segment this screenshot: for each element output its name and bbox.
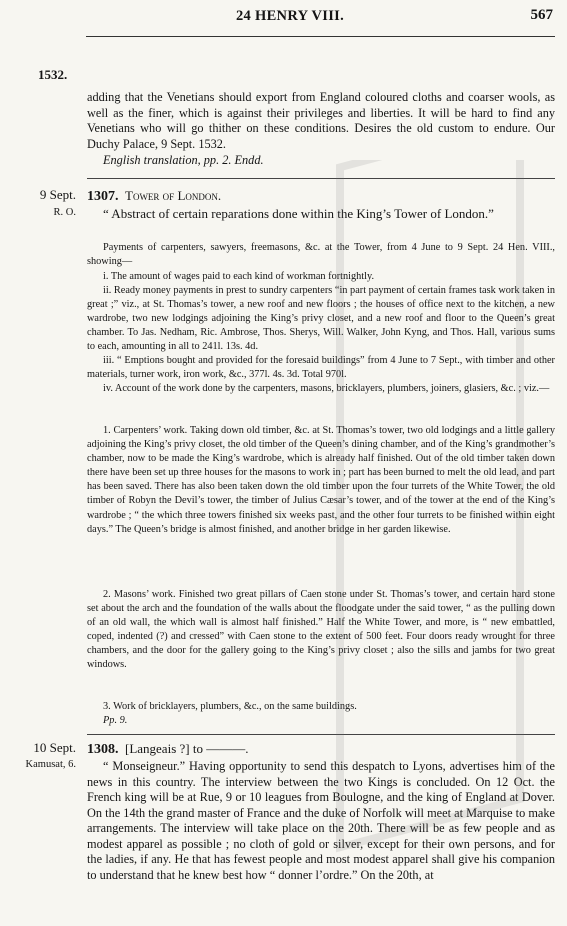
entry-1307-title: “ Abstract of certain reparations done within the King’s Tower of London.” [103, 206, 494, 221]
margin-source-1308: Kamusat, 6. [25, 759, 76, 770]
margin-date-1308: 10 Sept. [33, 740, 76, 755]
margin-year: 1532. [38, 67, 68, 82]
entry-1308-text: “ Monseigneur.” Having opportunity to send this despatch to Lyons, advertises him of the news in this country. The interview between the two Kings is concluded. On 12 Oct. the French king will be at Rue, 9 or 10 leagues from Boulogne, and the king of England at Dover. On the 14th the grand master of France and the duke of Norfolk will meet at Marquise to make arrangements. The interview will take place on the 20th. There will be as few people and as modest apparel as possible ; no cloth of gold or silver, except for their own persons, and for the ladies, if any. He that has fewest people and most modest apparel shall give his companion to understand that he knew best how “ donner l’ordre.” On the 20th, at [87, 759, 555, 882]
entry-1307-intro: Payments of carpenters, sawyers, freemasons, &c. at the Tower, from 4 June to 9 Sept. 24 Hen. VIII., showing— [87, 242, 555, 268]
entry-separator [87, 734, 555, 735]
margin-date-1307: 9 Sept. [39, 187, 76, 202]
continuation-note: English translation, pp. 2. Endd. [103, 153, 264, 167]
entry-1307-other-work: 3. Work of bricklayers, plumbers, &c., on the same buildings. [103, 701, 357, 712]
entry-1308-number: 1308. [87, 742, 119, 757]
entry-1307-item-iv: iv. Account of the work done by the carpenters, masons, bricklayers, plumbers, joiners, glasiers, &c. ; viz.— [103, 383, 550, 394]
entry-1307-carpenters-work: 1. Carpenters’ work. Taking down old timber, &c. at St. Thomas’s tower, two old lodgings and a little gallery adjoining the King’s privy closet, the old timber of the Queen’s dining chamber, and of the King’s grandmother’s chamber, now to be made the King’s wardrobe, which is already half finished. Out of the old timber taken down there have been set up three houses for the masons to work in ; part has been burned to melt the old lead, and part has been saved. There has also been taken down the old timber upon the four turrets of the White Tower, the old timber of Robyn the Devil’s tower, the timber of Julius Cæsar’s tower, and of the tower at the end of the King’s wardrobe ; “ the which three towers finished six weeks past, and the other four turrets to be finished within eight days.” The Queen’s bridge is almost finished, and another bridge in her garden likewise. [87, 425, 555, 535]
page-number: 567 [530, 7, 553, 23]
header-rule [86, 36, 555, 37]
entry-1307-note: Pp. 9. [103, 715, 128, 726]
entry-1308-addressee: [Langeais ?] to ———. [125, 741, 249, 756]
entry-separator [87, 178, 555, 179]
continuation-paragraph [87, 90, 555, 152]
entry-1307-item-ii: ii. Ready money payments in prest to sundry carpenters “in part payment of certain frames task work taken in great ;” viz., at St. Thomas’s tower, a new roof and new floors ; the houses of office next to the kitchen, a new wardrobe, two new lodgings adjoining the King’s privy closet, and a new roof and floor to the Queen’s great chamber. To Jas. Nedham, Ric. Ambrose, Thos. Sherys, Will. Walker, John Kyng, and Thos. Hall, various sums to each, amounting in all to 241l. 13s. 4d. [87, 285, 555, 353]
entry-1307-item-iii: iii. “ Emptions bought and provided for the foresaid buildings” from 4 June to 7 Sept., with timber and other materials, turner work, iron work, &c., 377l. 4s. 3d. Total 970l. [87, 355, 555, 381]
entry-1307-place: Tower of London. [125, 188, 222, 203]
running-header-title: 24 HENRY VIII. [235, 8, 345, 24]
entry-1307-item-i: i. The amount of wages paid to each kind of workman fortnightly. [103, 271, 375, 282]
continuation-text: adding that the Venetians should export from England coloured cloths and coarser wools, as well as the finer, which is against their privileges and liberties. It will be hard to find any Venetians who will go thither on these conditions. Desires the old custom to endure. Our Duchy Palace, 9 Sept. 1532. [87, 90, 555, 151]
entry-1307-heading [87, 188, 555, 204]
entry-1307-masons-work: 2. Masons’ work. Finished two great pillars of Caen stone under St. Thomas’s tower, and certain hard stone set about the arch and the foundation of the walls about the floodgate under the said tower, “ as the pulling down of an old wall, the which wall is almost half finished.” Half the White Tower, and more, is “ new embattled, coped, indented (?) and cressed” with Caen stone to the extent of 500 feet. Four doors ready wrought for three chambers, and the door for the gallery going to the King’s privy closet ; also the sills and jambs for two great windows. [87, 589, 555, 671]
entry-1308-heading [87, 741, 555, 757]
entry-1307-number: 1307. [87, 189, 119, 204]
margin-source-1307: R. O. [53, 207, 76, 218]
